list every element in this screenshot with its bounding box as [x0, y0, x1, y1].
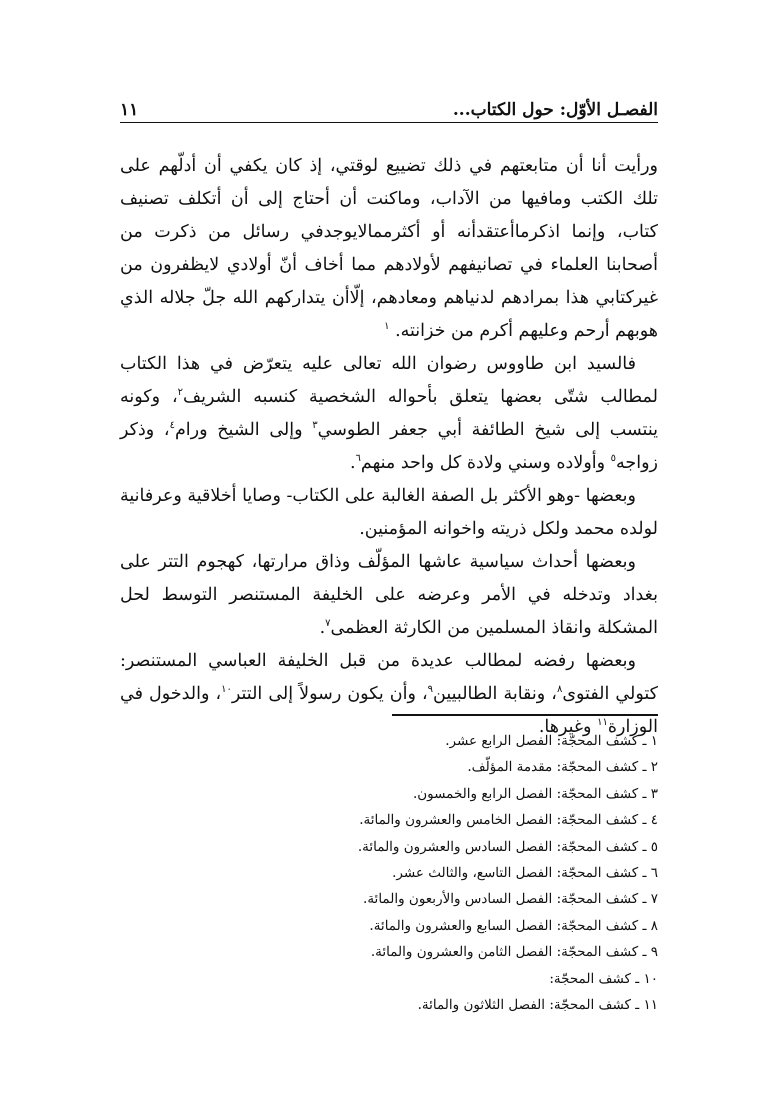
paragraph-4-text-a: وبعضها أحداث سياسية عاشها المؤلّف وذاق مرارتها، كهجوم التتر على بغداد وتدخله في الأمر وعرضه على الخليفة المستنصر التوسط لحل المشكلة وانقاذ المسلمين من الكارثة العظمى [120, 552, 658, 638]
running-header [120, 88, 658, 120]
header-rule [120, 122, 658, 123]
paragraph-2-text-c: وإلى الشيخ ورام [174, 420, 313, 440]
footnotes-list [300, 728, 658, 1018]
footnote-ref-5: ٥ [610, 453, 617, 465]
footnote-ref-9: ٩ [427, 684, 434, 696]
paragraph-1 [120, 150, 658, 348]
paragraph-3: وبعضها -وهو الأكثر بل الصفة الغالبة على الكتاب- وصايا أخلاقية وعرفانية لولده محمد ولكل ذريته واخوانه المؤمنين. [120, 486, 658, 539]
paragraph-2-text-f: . [349, 453, 356, 473]
paragraph-1-text: ورأيت أنا أن متابعتهم في ذلك تضييع لوقتي، إذ كان يكفي أن أدلّهم على تلك الكتب ومافيها من الآداب، وماكنت أن أحتاج إلى أن أتكلف تصنيف كتاب، وإنما اذكرماأعتقدأنه أو أكثرممالايوجدفي رسائل من ذكرت من أصحابنا العلماء في تصانيفهم لأولادهم مما أخاف أنّ أولادي لايظفرون من غيركتابي هذا بمرادهم لدنياهم ومعادهم، إلّاأن يتداركهم الله جلّ جلاله الذي هوبهم أرحم وعليهم أكرم من خزانته. [120, 156, 658, 341]
paragraph-2-text-e: وأولاده وسني ولادة كل واحد منهم [360, 453, 611, 473]
footnote-item: ٥ ـ كشف المحجّة: الفصل السادس والعشرون والمائة. [357, 838, 658, 855]
footnote-ref-8: ٨ [556, 684, 563, 696]
page-number: ١١ [120, 100, 139, 120]
paragraph-5-text-b: ، ونقابة الطالبيين [433, 684, 557, 704]
paragraph-5-text-e: وغيرها. [538, 717, 598, 737]
footnote-ref-11: ١١ [597, 717, 608, 729]
paragraph-2-text-d: ، وذكر زواجه [120, 420, 658, 473]
footnote-rule [392, 714, 658, 716]
footnote-ref-10: ١٠ [221, 684, 232, 696]
paragraph-4 [120, 546, 658, 645]
footnote-ref-6: ٦ [355, 453, 361, 465]
footnote-item: ١٠ ـ كشف المحجّة: [549, 970, 658, 987]
paragraph-5-text-d: ، والدخول في الوزارة [120, 684, 658, 737]
paragraph-2-text-a: فالسيد ابن طاووس رضوان الله تعالى عليه يتعرّض في هذا الكتاب لمطالب شتّى بعضها يتعلق بأحواله الشخصية كنسبه الشريف [120, 354, 658, 407]
footnote-ref-7: ٧ [325, 618, 331, 630]
footnote-ref-1: ١ [384, 321, 390, 333]
footnote-item: ١١ ـ كشف المحجّة: الفصل الثلاثون والمائة. [417, 997, 658, 1014]
footnote-item: ٤ ـ كشف المحجّة: الفصل الخامس والعشرون والمائة. [359, 812, 658, 829]
footnote-ref-3: ٣ [312, 420, 318, 432]
footnote-item: ٨ ـ كشف المحجّة: الفصل السابع والعشرون والمائة. [369, 917, 658, 934]
paragraph-5-text-c: ، وأن يكون رسولاً إلى التتر [231, 684, 428, 704]
paragraph-4-text-b: . [319, 618, 326, 638]
footnote-item: ٩ ـ كشف المحجّة: الفصل الثامن والعشرون والمائة. [370, 944, 658, 961]
main-text [120, 150, 658, 744]
footnote-item: ٦ ـ كشف المحجّة: الفصل التاسع، والثالث عشر. [392, 865, 658, 882]
paragraph-2 [120, 348, 658, 480]
footnote-item: ١ ـ كشف المحجّة: الفصل الرابع عشر. [445, 733, 658, 749]
footnote-item: ٧ ـ كشف المحجّة: الفصل السادس والأربعون والمائة. [363, 891, 658, 908]
footnote-item: ٢ ـ كشف المحجّة: مقدمة المؤلّف. [467, 759, 658, 776]
chapter-title: الفصـل الأوّل: حول الكتاب... [452, 100, 658, 120]
footnote-ref-2: ٢ [177, 387, 183, 399]
footnote-item: ٣ ـ كشف المحجّة: الفصل الرابع والخمسون. [412, 785, 658, 802]
paragraph-2-text-b: ، وكونه ينتسب إلى شيخ الطائفة أبي جعفر الطوسي [120, 387, 658, 440]
paragraph-5-text-a: وبعضها رفضه لمطالب عديدة من قبل الخليفة العباسي المستنصر: كتولي الفتوى [120, 651, 658, 704]
footnote-ref-4: ٤ [169, 420, 175, 432]
